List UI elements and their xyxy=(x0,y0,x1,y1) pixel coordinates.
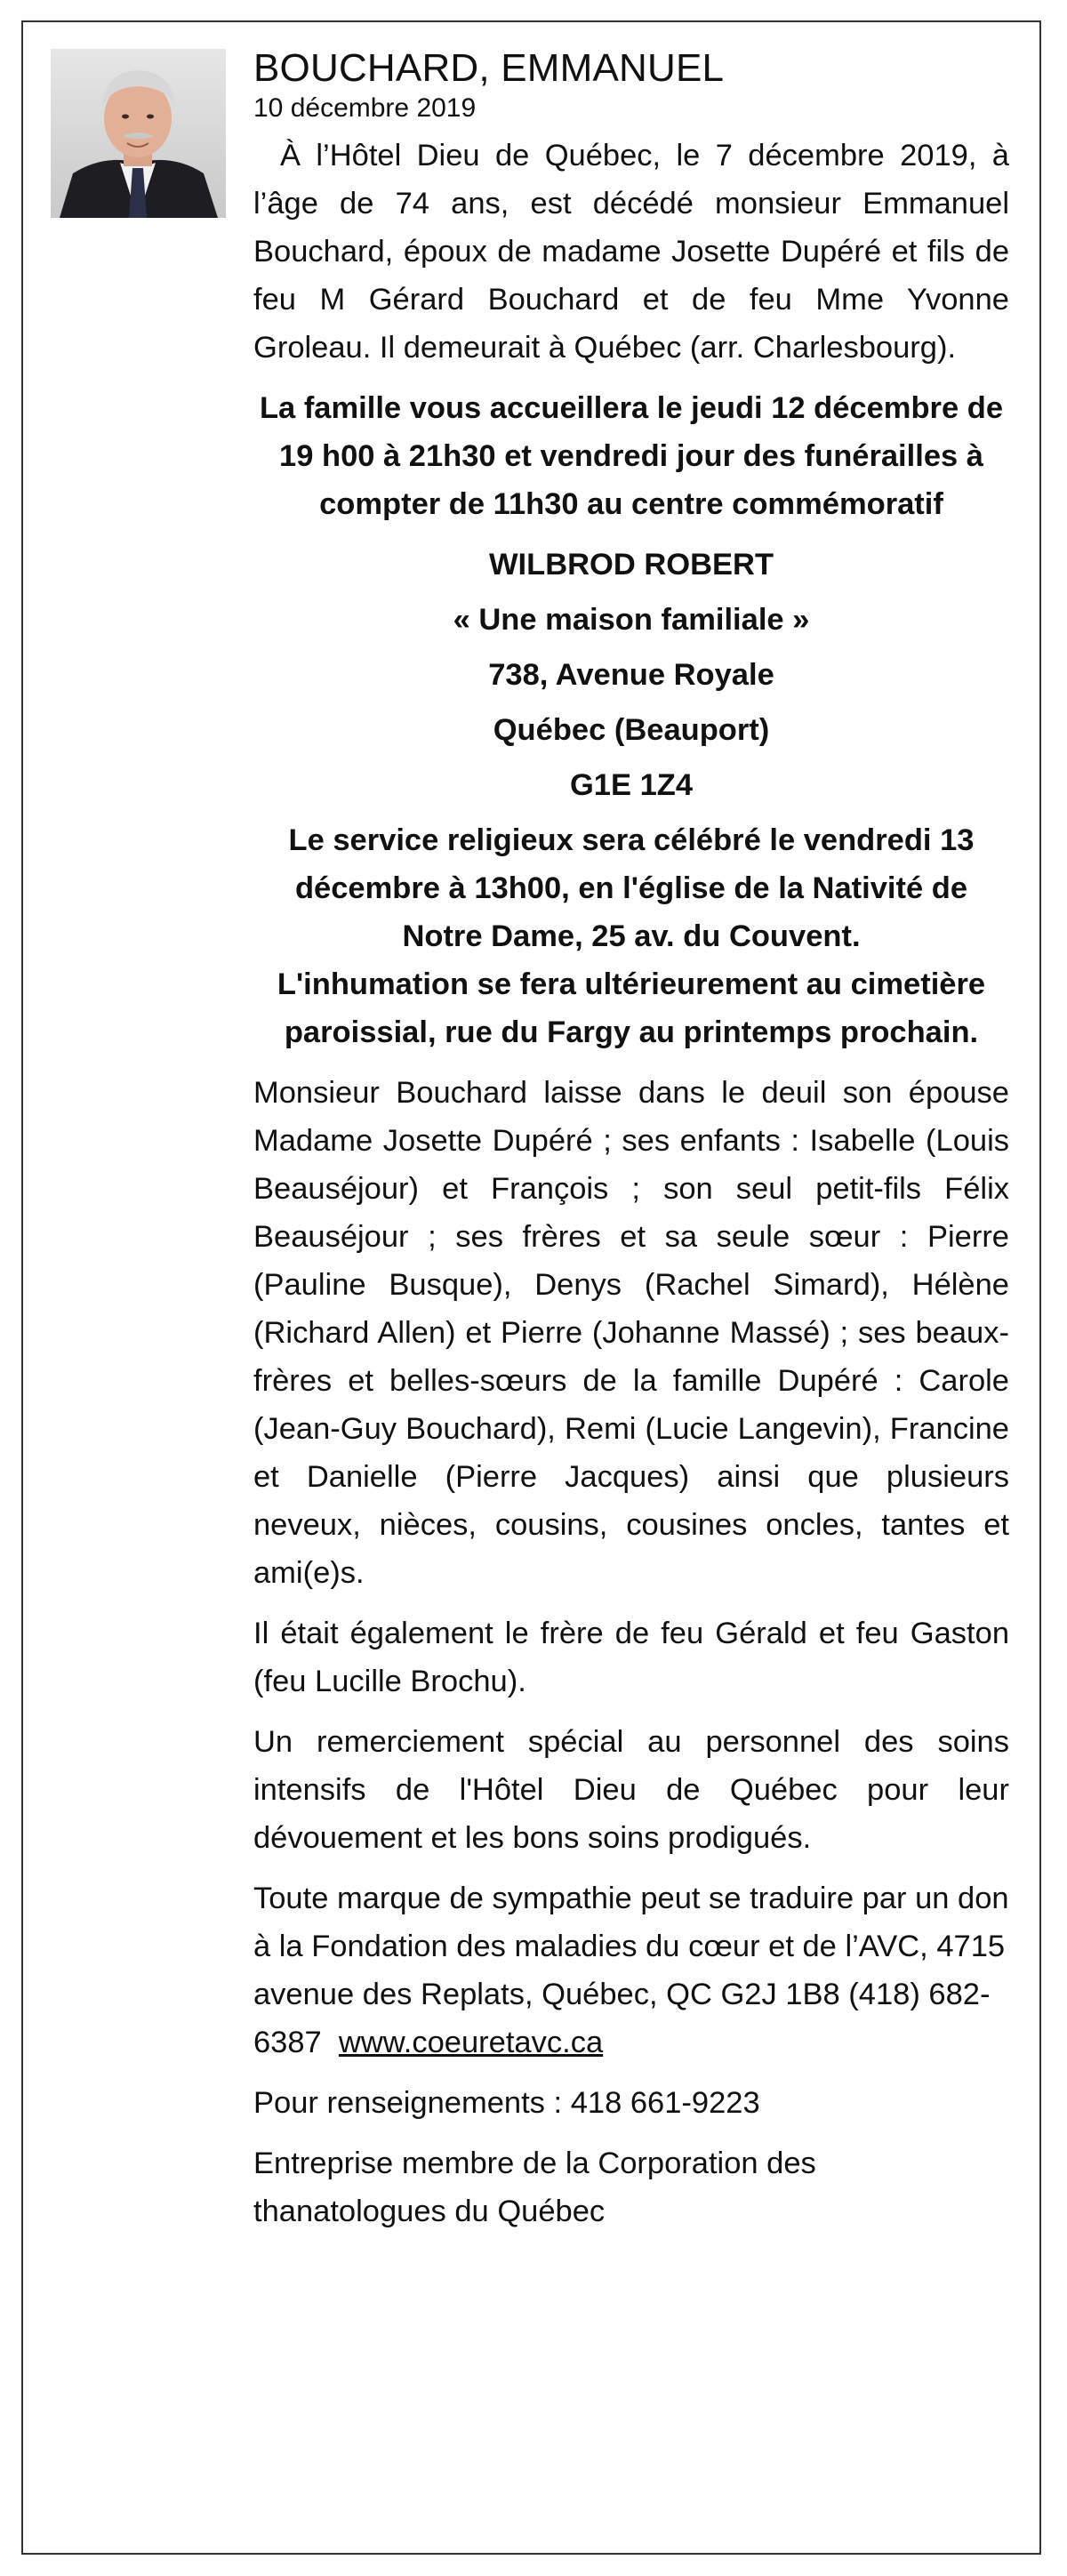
venue-street: 738, Avenue Royale xyxy=(488,658,774,692)
info-phone: Pour renseignements : 418 661-9223 xyxy=(253,2086,760,2120)
donation-link[interactable]: www.coeuretavc.ca xyxy=(338,2026,604,2059)
intro-paragraph: À l’Hôtel Dieu de Québec, le 7 décembre 2019, à l’âge de 74 ans, est décédé monsieur Emmanuel Bouchard, époux de madame Josette Dupéré et fils de feu M Gérard Bouchard et de feu Mme Yvonne Groleau. Il demeurait à Québec (arr. Charlesbourg). xyxy=(253,139,1009,365)
portrait-image xyxy=(51,49,226,218)
family-paragraph: Monsieur Bouchard laisse dans le deuil son épouse Madame Josette Dupéré ; ses enfants : Isabelle (Louis Beauséjour) et François ; son seul petit-fils Félix Beauséjour ; ses frères et sa seule sœur : Pierre (Pauline Busque), Denys (Rachel Simard), Hélène (Richard Allen) et Pierre (Johanne Massé) ; ses beaux-frères et belles-sœurs de la famille Dupéré : Carole (Jean-Guy Bouchard), Remi (Lucie Langevin), Francine et Danielle (Pierre Jacques) ainsi que plusieurs neveux, nièces, cousins, cousines oncles, tantes et ami(e)s. xyxy=(253,1076,1009,1590)
sibling-paragraph: Il était également le frère de feu Gérald et feu Gaston (feu Lucille Brochu). xyxy=(253,1617,1009,1698)
venue-postal: G1E 1Z4 xyxy=(569,768,694,802)
donation-text: Toute marque de sympathie peut se traduire par un don à la Fondation des maladies du cœur et de l’AVC, 4715 avenue des Replats, Québec, QC G2J 1B8 (418) 682-6387 xyxy=(253,1882,1009,2059)
member-note: Entreprise membre de la Corporation des thanatologues du Québec xyxy=(253,2147,816,2228)
venue-name: WILBROD ROBERT xyxy=(488,548,774,582)
thanks-paragraph: Un remerciement spécial au personnel des soins intensifs de l'Hôtel Dieu de Québec pour leur dévouement et les bons soins prodigués. xyxy=(253,1725,1009,1855)
deceased-name: BOUCHARD, EMMANUEL xyxy=(253,46,725,90)
venue-slogan: « Une maison familiale » xyxy=(453,603,810,637)
donation-paragraph xyxy=(253,1874,1009,2066)
portrait-photo xyxy=(51,49,226,218)
burial-text: L'inhumation se fera ultérieurement au cimetière paroissial, rue du Fargy au printemps prochain. xyxy=(277,967,986,1049)
service-text: Le service religieux sera célébré le vendredi 13 décembre à 13h00, en l'église de la Nativité de Notre Dame, 25 av. du Couvent. xyxy=(288,823,975,953)
obituary-content xyxy=(253,44,1009,2248)
publication-date: 10 décembre 2019 xyxy=(253,93,477,123)
visitation-text: La famille vous accueillera le jeudi 12 décembre de 19 h00 à 21h30 et vendredi jour des funérailles à compter de 11h30 au centre commémoratif xyxy=(259,391,1004,521)
venue-city: Québec (Beauport) xyxy=(493,713,770,747)
